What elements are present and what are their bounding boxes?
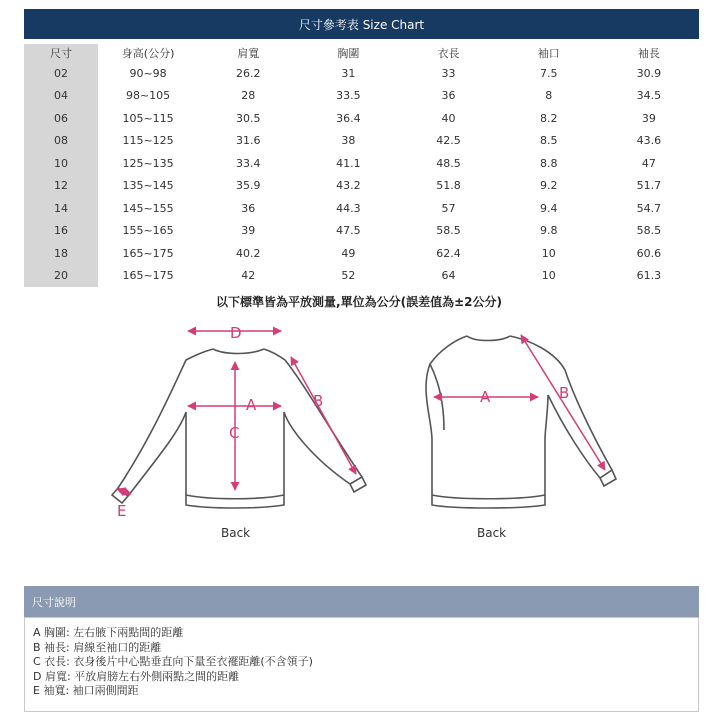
table-cell: 30.9: [636, 66, 662, 80]
table-cell: 34.5: [636, 89, 662, 103]
table-cell: 36.4: [336, 111, 361, 125]
table-cell: 54.7: [636, 201, 662, 215]
table-cell: 43.6: [636, 134, 662, 148]
table-cell: 60.6: [636, 246, 662, 260]
table-cell: 06: [24, 107, 98, 130]
table-cell: 98~105: [125, 89, 171, 103]
table-cell: 155~165: [122, 224, 174, 238]
label-c: C: [229, 424, 240, 442]
table-cell: 10: [541, 269, 556, 283]
label-a-right: A: [480, 388, 491, 406]
table-cell: 7.5: [539, 66, 558, 80]
column-header-chest: 胸圍: [337, 47, 360, 60]
table-cell: 30.5: [235, 111, 261, 125]
table-body: [24, 62, 699, 287]
table-cell: 9.2: [539, 179, 558, 193]
size-chart-title: 尺寸參考表 Size Chart: [24, 9, 699, 39]
table-row: [24, 265, 699, 288]
size-table: [24, 44, 699, 287]
table-cell: 49: [341, 246, 356, 260]
column-header-height: 身高(公分): [121, 47, 175, 60]
column-header-length: 衣長: [437, 47, 460, 60]
column-header-size: 尺寸: [24, 44, 98, 62]
description-header: 尺寸說明: [24, 586, 699, 617]
table-cell: 51.7: [636, 179, 662, 193]
table-cell: 04: [24, 85, 98, 108]
table-cell: 08: [24, 130, 98, 153]
measurement-note: 以下標準皆為平放測量,單位為公分(誤差值為±2公分): [216, 295, 502, 309]
table-cell: 135~145: [122, 179, 174, 193]
description-line-b: B 袖長: 肩線至袖口的距離: [33, 640, 162, 654]
table-cell: 51.8: [436, 179, 461, 193]
table-row: [24, 220, 699, 243]
table-cell: 165~175: [122, 269, 174, 283]
table-cell: 35.9: [235, 179, 261, 193]
table-cell: 18: [24, 242, 98, 265]
column-header-cuff: 袖口: [537, 47, 560, 60]
description-line-a: A 胸圍: 左右腋下兩點間的距離: [33, 626, 184, 639]
table-cell: 8.8: [539, 156, 558, 170]
table-cell: 61.3: [636, 269, 662, 283]
label-b-left: B: [313, 392, 324, 410]
table-cell: 14: [24, 197, 98, 220]
table-cell: 47.5: [336, 224, 361, 238]
table-cell: 125~135: [122, 156, 174, 170]
table-row: [24, 175, 699, 198]
table-cell: 90~98: [129, 66, 167, 80]
table-cell: 36: [241, 201, 256, 215]
table-cell: 9.4: [539, 201, 558, 215]
description-line-c: C 衣長: 衣身後片中心點垂直向下量至衣襬距離(不含領子): [33, 655, 313, 668]
table-cell: 57: [441, 201, 456, 215]
table-cell: 33.4: [235, 156, 261, 170]
table-cell: 58.5: [636, 224, 662, 238]
table-cell: 48.5: [436, 156, 461, 170]
right-garment: [426, 336, 616, 508]
table-cell: 62.4: [436, 246, 461, 260]
table-cell: 47: [641, 156, 656, 170]
table-header-row: [24, 44, 699, 62]
description-box: [24, 617, 699, 712]
table-cell: 10: [24, 152, 98, 175]
description-line-e: E 袖寬: 袖口兩側間距: [33, 684, 139, 697]
table-row: [24, 152, 699, 175]
table-cell: 42: [241, 269, 256, 283]
table-cell: 40.2: [235, 246, 261, 260]
column-header-shoulder: 肩寬: [237, 47, 260, 60]
label-b-right: B: [559, 384, 570, 402]
table-cell: 52: [341, 269, 356, 283]
table-cell: 43.2: [336, 179, 361, 193]
table-cell: 39: [241, 224, 256, 238]
table-cell: 64: [441, 269, 456, 283]
table-cell: 12: [24, 175, 98, 198]
table-cell: 38: [341, 134, 356, 148]
table-row: [24, 197, 699, 220]
table-cell: 8.5: [539, 134, 558, 148]
table-cell: 16: [24, 220, 98, 243]
table-row: [24, 62, 699, 85]
label-d: D: [230, 324, 242, 342]
table-cell: 165~175: [122, 246, 174, 260]
table-cell: 8.2: [539, 111, 558, 125]
table-cell: 42.5: [436, 134, 461, 148]
table-cell: 26.2: [235, 66, 261, 80]
column-header-sleeve: 袖長: [637, 47, 660, 60]
table-row: [24, 107, 699, 130]
table-cell: 02: [24, 62, 98, 85]
table-row: [24, 242, 699, 265]
table-cell: 145~155: [122, 201, 174, 215]
table-cell: 39: [641, 111, 656, 125]
table-cell: 40: [441, 111, 456, 125]
table-cell: 33: [441, 66, 456, 80]
table-cell: 105~115: [122, 111, 174, 125]
left-caption: Back: [221, 526, 251, 540]
table-row: [24, 85, 699, 108]
table-cell: 9.8: [539, 224, 558, 238]
label-e: E: [117, 502, 127, 520]
table-cell: 41.1: [336, 156, 361, 170]
table-cell: 20: [24, 265, 98, 288]
garment-diagram: [0, 310, 718, 550]
table-cell: 10: [541, 246, 556, 260]
table-cell: 36: [441, 89, 456, 103]
table-cell: 33.5: [336, 89, 361, 103]
right-caption: Back: [477, 526, 507, 540]
table-cell: 31.6: [235, 134, 261, 148]
table-cell: 31: [341, 66, 356, 80]
label-a-left: A: [246, 396, 257, 414]
description-line-d: D 肩寬: 平放肩膀左右外側兩點之間的距離: [33, 669, 240, 683]
table-cell: 115~125: [122, 134, 174, 148]
table-cell: 28: [241, 89, 256, 103]
table-cell: 44.3: [336, 201, 361, 215]
table-row: [24, 130, 699, 153]
table-cell: 58.5: [436, 224, 461, 238]
table-cell: 8: [545, 89, 553, 103]
